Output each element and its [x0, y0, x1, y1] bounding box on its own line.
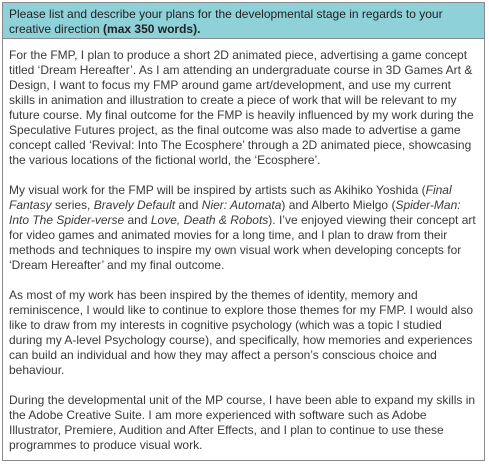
word-limit: (max 350 words). — [103, 22, 201, 36]
p2-title-bravely-default: Bravely Default — [93, 198, 176, 212]
p2-title-nier-automata: Nier: Automata — [201, 198, 282, 212]
p2-title-spider-verse: Spider-Man: Into The Spider-verse — [9, 198, 461, 227]
p2-title-final-fantasy: Final Fantasy — [9, 183, 452, 212]
p2-text-1: My visual work for the FMP will be inspired by artists such as Akihiko Yoshida ( — [9, 183, 426, 197]
p2-text-4: ) and Alberto Mielgo ( — [281, 198, 396, 212]
p2-text-3: and — [175, 198, 202, 212]
answer-text-area[interactable] — [3, 39, 484, 453]
p2-title-love-death-robots: Love, Death & Robots — [150, 213, 269, 227]
answer-paragraph-4: During the developmental unit of the MP course, I have been able to expand my skills in the Adobe Creative Suite. I am more experienced with software such as Adobe Illustrator, Premiere, Audition and After Effects, and I plan to continue to use these programmes to produce visual work. — [9, 393, 476, 452]
question-prompt — [3, 3, 484, 39]
p2-text-2: series, — [51, 198, 94, 212]
prompt-text: Please list and describe your plans for the developmental stage in regards to your creative direction — [9, 7, 443, 36]
answer-paragraph-1: For the FMP, I plan to produce a short 2D animated piece, advertising a game concept titled ‘Dream Hereafter’. As I am attending an undergraduate course in 3D Games Art & Design, I want to focus my FMP around game art/development, and use my current skills in animation and illustration to create a piece of work that will be relevant to my future course. My final outcome for the FMP is heavily influenced by my work during the Speculative Futures project, as the final outcome was also made to advertise a game concept called ‘Revival: Into The Ecosphere’ through a 2D animated piece, showcasing the various locations of the fictional world, the ‘Ecosphere’. — [9, 48, 474, 167]
p2-text-5: and — [124, 213, 151, 227]
question-form-box — [2, 2, 485, 461]
answer-paragraph-3: As most of my work has been inspired by the themes of identity, memory and reminiscence, I would like to continue to explore those themes for my FMP. I would also like to draw from my interests in cognitive psychology (which was a topic I studied during my A-level Psychology course), and specifically, how memories and experiences can build an individual and how they may affect a person’s conscious choice and behaviour. — [9, 288, 473, 377]
answer-paragraph-2 — [9, 183, 478, 273]
p2-text-6: ). I’ve enjoyed viewing their concept art for video games and animated movies for a long time, and I plan to draw from their methods and techniques to inspire my own visual work when developing concepts for ‘Dream Hereafter’ and my final outcome. — [9, 213, 476, 272]
